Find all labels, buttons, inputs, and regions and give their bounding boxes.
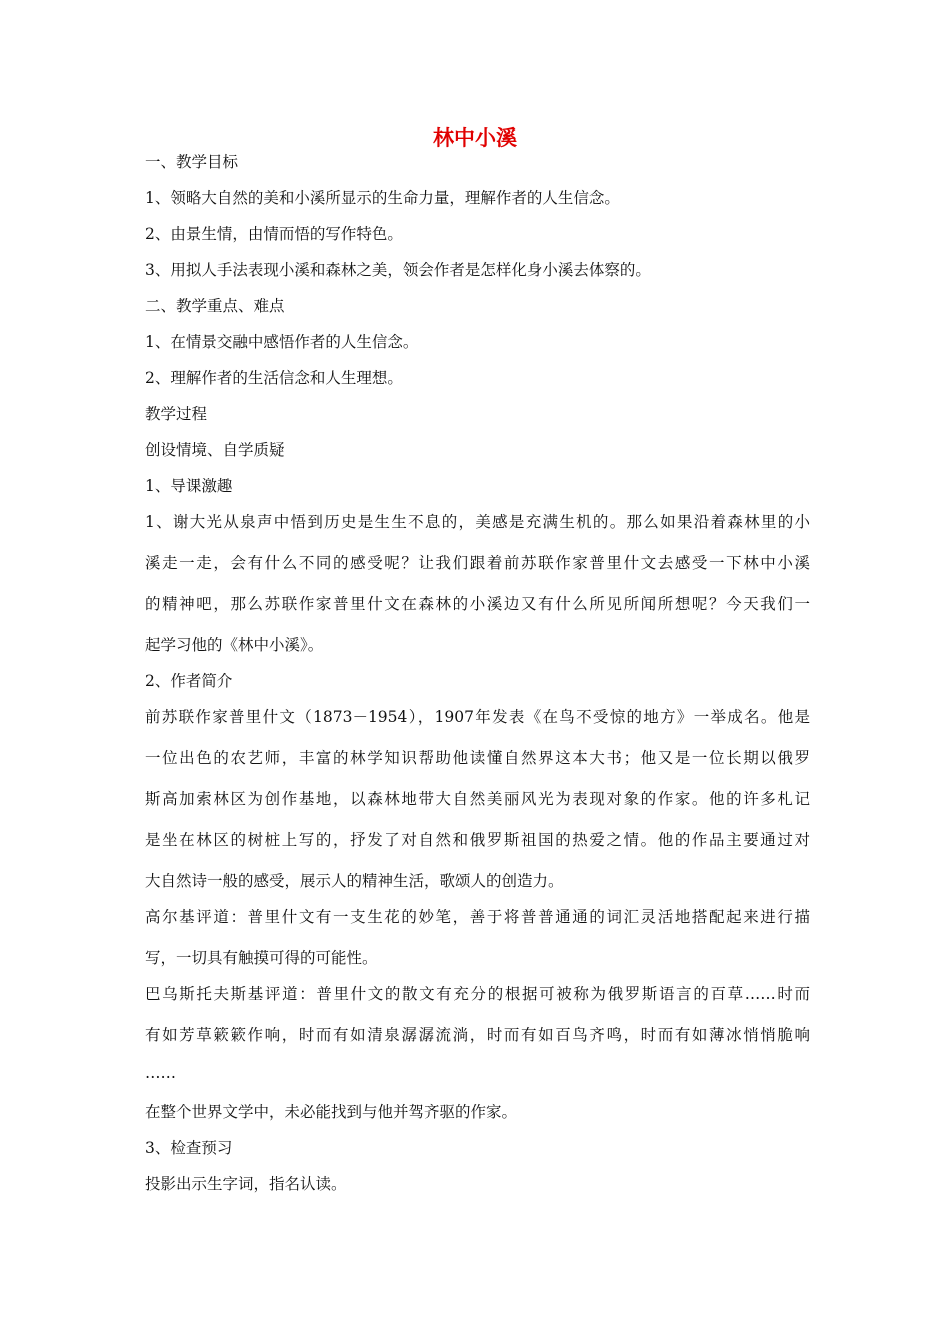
gorky-quote-line: 写，一切具有触摸可得的可能性。 — [145, 949, 378, 967]
paustovsky-quote-line: 巴乌斯托夫斯基评道：普里什文的散文有充分的根据可被称为俄罗斯语言的百草……时而 — [145, 985, 810, 1003]
author-paragraph-line: 斯高加索林区为创作基地，以森林地带大自然美丽风光为表现对象的作家。他的许多札记 — [145, 790, 810, 808]
goal-item-2: 2、由景生情，由情而悟的写作特色。 — [145, 225, 403, 243]
preview-instruction: 投影出示生字词，指名认读。 — [145, 1175, 347, 1193]
goal-item-1: 1、领略大自然的美和小溪所显示的生命力量，理解作者的人生信念。 — [145, 189, 620, 207]
intro-paragraph-line: 溪走一走，会有什么不同的感受呢？让我们跟着前苏联作家普里什文去感受一下林中小溪 — [145, 554, 810, 572]
subheading-situation: 创设情境、自学质疑 — [145, 441, 285, 459]
subheading-author: 2、作者简介 — [145, 672, 233, 690]
heading-teaching-goals: 一、教学目标 — [145, 153, 239, 171]
paustovsky-quote-line: 有如芳草簌簌作响，时而有如清泉潺潺流淌，时而有如百鸟齐鸣，时而有如薄冰悄悄脆响 — [145, 1026, 810, 1044]
key-point-2: 2、理解作者的生活信念和人生理想。 — [145, 369, 403, 387]
author-paragraph-line: 前苏联作家普里什文（1873－1954），1907年发表《在鸟不受惊的地方》一举成名。他是 — [145, 708, 810, 726]
intro-paragraph-line: 的精神吧，那么苏联作家普里什文在森林的小溪边又有什么所见所闻所想呢？今天我们一 — [145, 595, 810, 613]
heading-teaching-process: 教学过程 — [145, 405, 208, 423]
gorky-quote-line: 高尔基评道：普里什文有一支生花的妙笔，善于将普普通通的词汇灵活地搭配起来进行描 — [145, 908, 810, 926]
intro-paragraph-line: 1、谢大光从泉声中悟到历史是生生不息的，美感是充满生机的。那么如果沿着森林里的小 — [145, 513, 810, 531]
intro-paragraph-line: 起学习他的《林中小溪》。 — [145, 636, 324, 654]
author-paragraph-line: 是坐在林区的树桩上写的，抒发了对自然和俄罗斯祖国的热爱之情。他的作品主要通过对 — [145, 831, 810, 849]
author-paragraph-line: 一位出色的农艺师，丰富的林学知识帮助他读懂自然界这本大书；他又是一位长期以俄罗 — [145, 749, 810, 767]
goal-item-3: 3、用拟人手法表现小溪和森林之美，领会作者是怎样化身小溪去体察的。 — [145, 261, 651, 279]
document-title: 林中小溪 — [433, 126, 517, 150]
author-paragraph-line: 大自然诗一般的感受，展示人的精神生活，歌颂人的创造力。 — [145, 872, 564, 890]
subheading-preview-check: 3、检查预习 — [145, 1139, 233, 1157]
key-point-1: 1、在情景交融中感悟作者的人生信念。 — [145, 333, 419, 351]
subheading-intro: 1、导课激趣 — [145, 477, 233, 495]
paustovsky-quote-line: …… — [145, 1064, 176, 1082]
heading-key-points: 二、教学重点、难点 — [145, 297, 285, 315]
world-literature-line: 在整个世界文学中，未必能找到与他并驾齐驱的作家。 — [145, 1103, 518, 1121]
